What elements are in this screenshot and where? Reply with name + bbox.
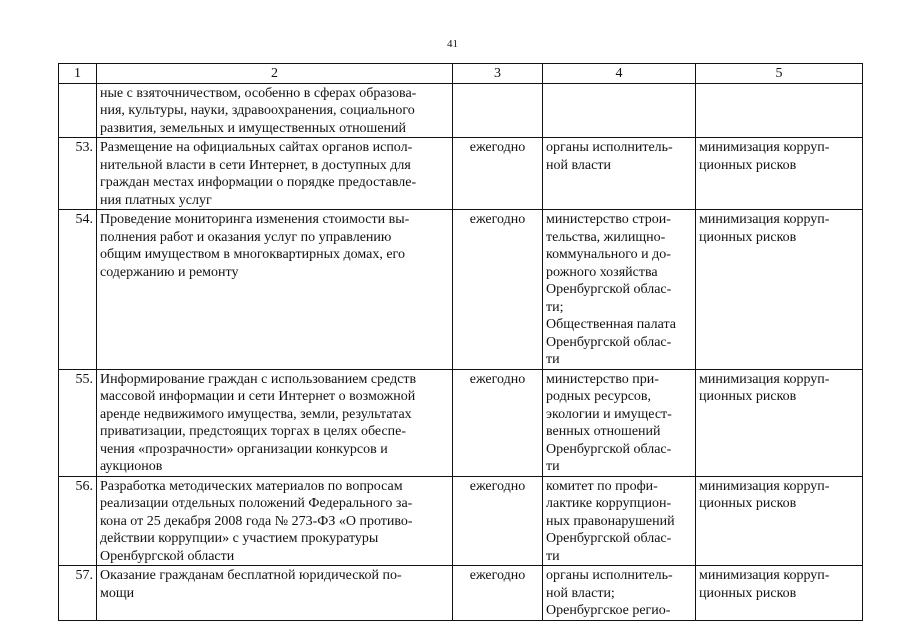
expected-result: минимизация корруп- ционных рисков bbox=[696, 476, 863, 566]
page-number: 41 bbox=[447, 38, 458, 50]
header-row bbox=[59, 64, 863, 84]
executor: комитет по профи- лактике коррупцион- ных правонарушений Оренбургской облас- ти bbox=[543, 476, 696, 566]
row-number: 57. bbox=[59, 566, 97, 621]
row-number: 56. bbox=[59, 476, 97, 566]
term bbox=[453, 83, 543, 138]
table-row bbox=[59, 369, 863, 476]
row-number: 54. bbox=[59, 210, 97, 370]
executor bbox=[543, 83, 696, 138]
measure-description: Размещение на официальных сайтах органов испол- нительной власти в сети Интернет, в доступных для граждан местах информации о порядке предоставле- ния платных услуг bbox=[97, 138, 453, 210]
executor: министерство строи- тельства, жилищно- коммунального и до- рожного хозяйства Оренбургской облас- ти; Общественная палата Оренбургской облас- ти bbox=[543, 210, 696, 370]
measure-description: Оказание гражданам бесплатной юридической по- мощи bbox=[97, 566, 453, 621]
term: ежегодно bbox=[453, 210, 543, 370]
measure-description: Проведение мониторинга изменения стоимости вы- полнения работ и оказания услуг по управлению общим имуществом в многоквартирных домах, его содержанию и ремонту bbox=[97, 210, 453, 370]
measure-description: Информирование граждан с использованием средств массовой информации и сети Интернет о возможной аренде недвижимого имущества, земли, результатах приватизации, предстоящих торгах в целях обеспе- чения «прозрачности» организации конкурсов и аукционов bbox=[97, 369, 453, 476]
header-col-1: 1 bbox=[59, 64, 97, 84]
expected-result: минимизация корруп- ционных рисков bbox=[696, 210, 863, 370]
header-col-5: 5 bbox=[696, 64, 863, 84]
term: ежегодно bbox=[453, 566, 543, 621]
term: ежегодно bbox=[453, 476, 543, 566]
table-row bbox=[59, 83, 863, 138]
measure-description: ные с взяточничеством, особенно в сферах образова- ния, культуры, науки, здравоохранения, социального развития, земельных и имущественных отношений bbox=[97, 83, 453, 138]
table-row bbox=[59, 210, 863, 370]
row-number bbox=[59, 83, 97, 138]
term: ежегодно bbox=[453, 369, 543, 476]
table-row bbox=[59, 476, 863, 566]
table-row bbox=[59, 566, 863, 621]
executor: органы исполнитель- ной власти bbox=[543, 138, 696, 210]
expected-result: минимизация корруп- ционных рисков bbox=[696, 369, 863, 476]
executor: органы исполнитель- ной власти; Оренбургское регио- bbox=[543, 566, 696, 621]
term: ежегодно bbox=[453, 138, 543, 210]
header-col-2: 2 bbox=[97, 64, 453, 84]
expected-result: минимизация корруп- ционных рисков bbox=[696, 566, 863, 621]
header-col-4: 4 bbox=[543, 64, 696, 84]
row-number: 55. bbox=[59, 369, 97, 476]
expected-result: минимизация корруп- ционных рисков bbox=[696, 138, 863, 210]
header-col-3: 3 bbox=[453, 64, 543, 84]
row-number: 53. bbox=[59, 138, 97, 210]
measure-description: Разработка методических материалов по вопросам реализации отдельных положений Федерального за- кона от 25 декабря 2008 года № 273-ФЗ «О противо- действии коррупции» с участием прокуратуры Оренбургской области bbox=[97, 476, 453, 566]
table-row bbox=[59, 138, 863, 210]
expected-result bbox=[696, 83, 863, 138]
measures-table bbox=[58, 63, 863, 621]
executor: министерство при- родных ресурсов, экологии и имущест- венных отношений Оренбургской облас- ти bbox=[543, 369, 696, 476]
